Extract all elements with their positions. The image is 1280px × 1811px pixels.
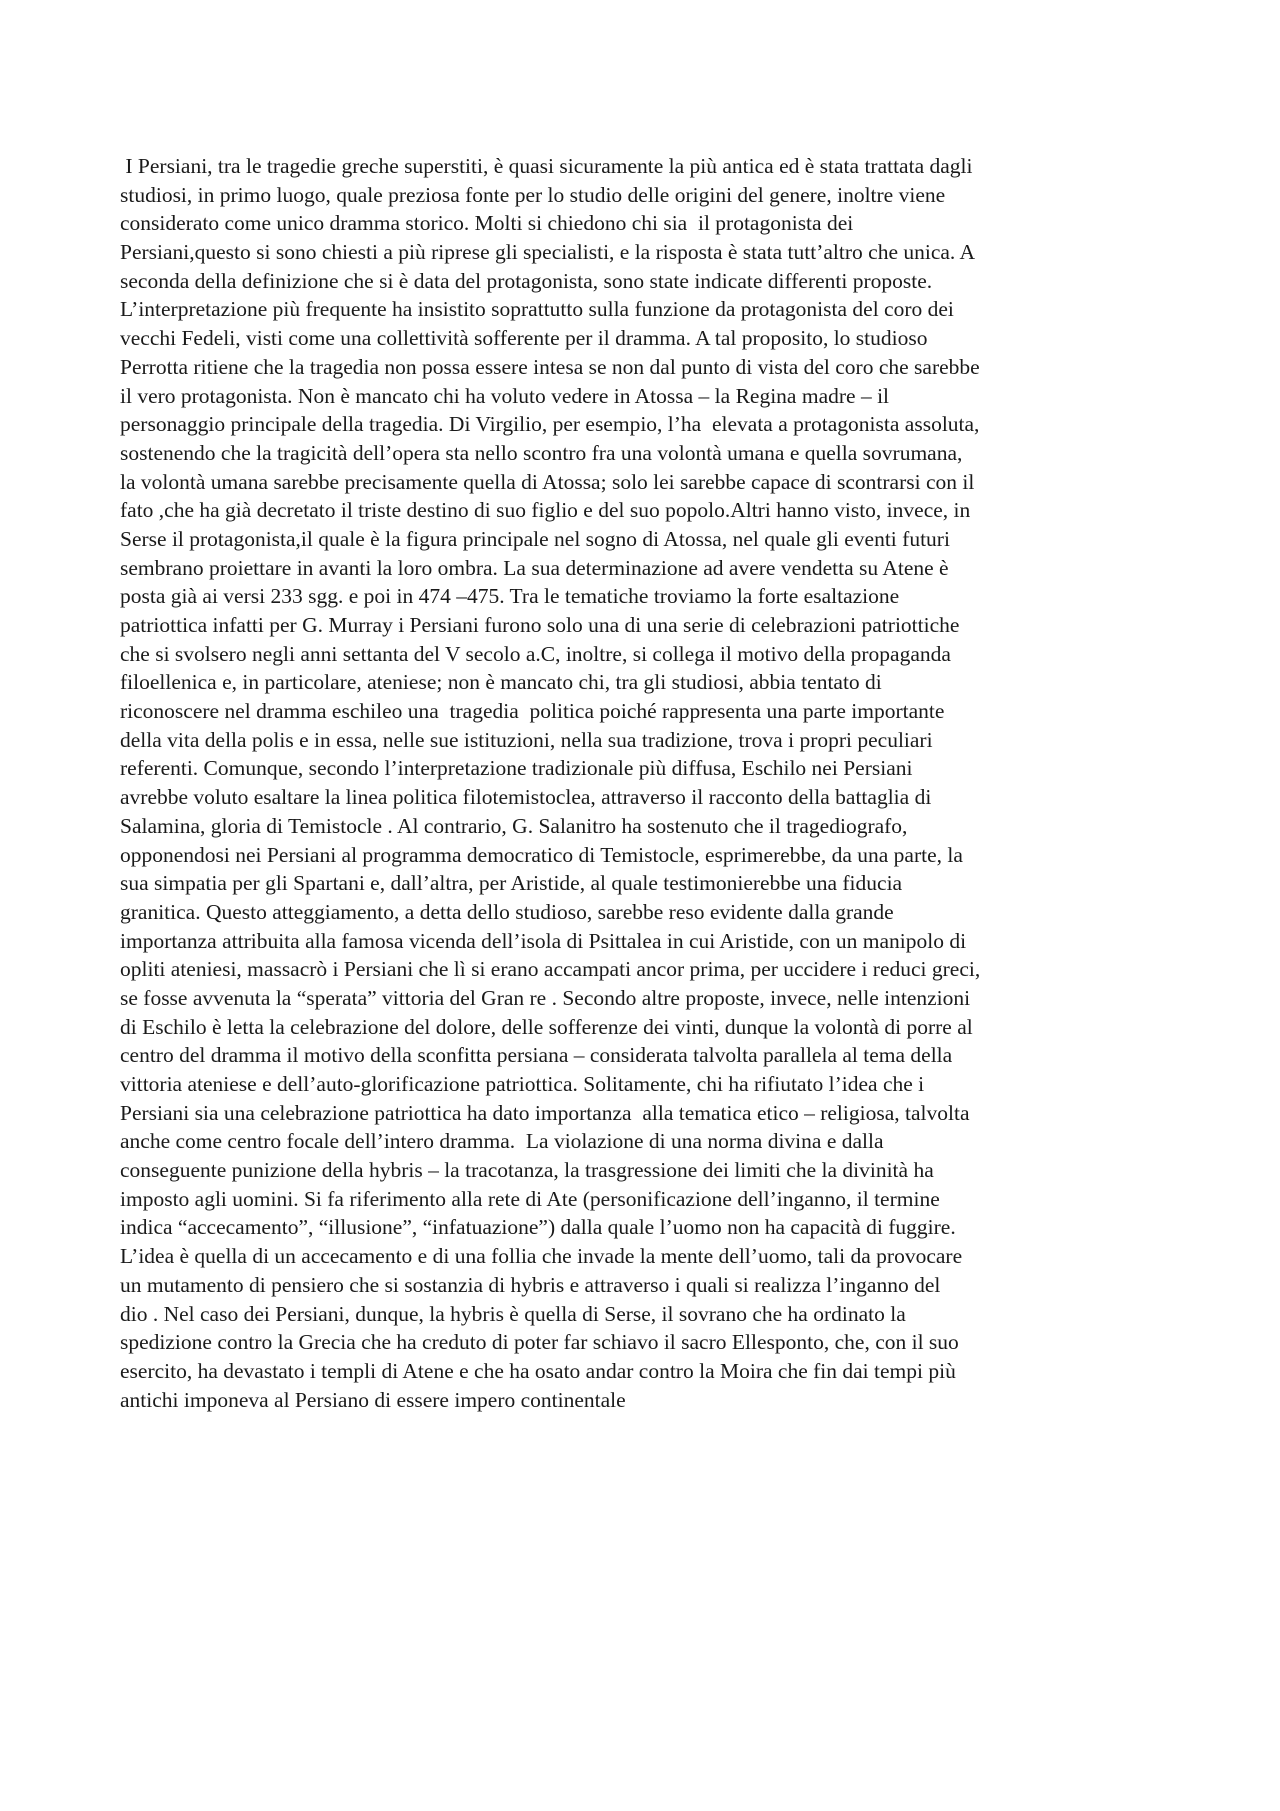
text-line: Persiani,questo si sono chiesti a più riprese gli specialisti, e la risposta è stata tutt’altro che unica. A (120, 240, 976, 265)
text-line: importanza attribuita alla famosa vicenda dell’isola di Psittalea in cui Aristide, con un manipolo di (120, 928, 967, 953)
text-line: personaggio principale della tragedia. Di Virgilio, per esempio, l’ha elevata a protagonista assoluta, (120, 412, 980, 437)
body-paragraph (120, 152, 1180, 1414)
text-line: filoellenica e, in particolare, ateniese; non è mancato chi, tra gli studiosi, abbia tentato di (120, 670, 882, 695)
text-line: opliti ateniesi, massacrò i Persiani che lì si erano accampati ancor prima, per uccidere i reduci greci, (120, 957, 981, 982)
text-line: studiosi, in primo luogo, quale preziosa fonte per lo studio delle origini del genere, inoltre viene (120, 182, 946, 207)
text-line: anche come centro focale dell’intero dramma. La violazione di una norma divina e dalla (120, 1129, 884, 1154)
text-line: sua simpatia per gli Spartani e, dall’altra, per Aristide, al quale testimonierebbe una fiducia (120, 871, 903, 896)
text-line: sostenendo che la tragicità dell’opera sta nello scontro fra una volontà umana e quella sovrumana, (120, 440, 963, 465)
text-line: considerato come unico dramma storico. Molti si chiedono chi sia il protagonista dei (120, 211, 854, 236)
text-line: fato ,che ha già decretato il triste destino di suo figlio e del suo popolo.Altri hanno visto, invece, in (120, 498, 971, 523)
text-line: il vero protagonista. Non è mancato chi ha voluto vedere in Atossa – la Regina madre – il (120, 383, 890, 408)
text-line: un mutamento di pensiero che si sostanzia di hybris e attraverso i quali si realizza l’inganno del (120, 1272, 941, 1297)
text-line: patriottica infatti per G. Murray i Persiani furono solo una di una serie di celebrazioni patriottiche (120, 613, 960, 637)
text-line: seconda della definizione che si è data del protagonista, sono state indicate differenti proposte. (120, 268, 933, 293)
text-line: indica “accecamento”, “illusione”, “infatuazione”) dalla quale l’uomo non ha capacità di fuggire. (120, 1215, 956, 1240)
text-line: referenti. Comunque, secondo l’interpretazione tradizionale più diffusa, Eschilo nei Persiani (120, 756, 913, 781)
text-line: conseguente punizione della hybris – la tracotanza, la trasgressione dei limiti che la divinità ha (120, 1158, 934, 1183)
text-line: dio . Nel caso dei Persiani, dunque, la hybris è quella di Serse, il sovrano che ha ordinato la (120, 1301, 906, 1326)
text-line: Perrotta ritiene che la tragedia non possa essere intesa se non dal punto di vista del coro che sarebbe (120, 354, 980, 379)
text-line: Persiani sia una celebrazione patriottica ha dato importanza alla tematica etico – religiosa, talvolta (120, 1100, 970, 1125)
text-line: granitica. Questo atteggiamento, a detta dello studioso, sarebbe reso evidente dalla grande (120, 899, 894, 924)
text-line: centro del dramma il motivo della sconfitta persiana – considerata talvolta parallela al tema della (120, 1043, 953, 1068)
text-line: di Eschilo è letta la celebrazione del dolore, delle sofferenze dei vinti, dunque la volontà di porre al (120, 1014, 973, 1039)
text-line: L’interpretazione più frequente ha insistito soprattutto sulla funzione da protagonista del coro dei (120, 297, 954, 322)
text-line: la volontà umana sarebbe precisamente quella di Atossa; solo lei sarebbe capace di scontrarsi con il (120, 469, 975, 494)
text-line: imposto agli uomini. Si fa riferimento alla rete di Ate (personificazione dell’inganno, il termine (120, 1186, 940, 1211)
text-line: antichi imponeva al Persiano di essere impero continentale (120, 1387, 626, 1412)
text-line: opponendosi nei Persiani al programma democratico di Temistocle, esprimerebbe, da una parte, la (120, 842, 963, 867)
text-line: vittoria ateniese e dell’auto-glorificazione patriottica. Solitamente, chi ha rifiutato l’idea che i (120, 1072, 925, 1096)
text-line: riconoscere nel dramma eschileo una tragedia politica poiché rappresenta una parte importante (120, 699, 945, 724)
text-line: avrebbe voluto esaltare la linea politica filotemistoclea, attraverso il racconto della battaglia di (120, 785, 932, 810)
text-line: sembrano proiettare in avanti la loro ombra. La sua determinazione ad avere vendetta su Atene è (120, 555, 949, 580)
text-line: se fosse avvenuta la “sperata” vittoria del Gran re . Secondo altre proposte, invece, nelle intenzioni (120, 985, 971, 1010)
text-line: della vita della polis e in essa, nelle sue istituzioni, nella sua tradizione, trova i propri peculiari (120, 727, 933, 752)
text-line: posta già ai versi 233 sgg. e poi in 474 –475. Tra le tematiche troviamo la forte esaltazione (120, 584, 900, 609)
text-line: esercito, ha devastato i templi di Atene e che ha osato andar contro la Moira che fin dai tempi più (120, 1358, 956, 1383)
text-line: L’idea è quella di un accecamento e di una follia che invade la mente dell’uomo, tali da provocare (120, 1244, 963, 1269)
text-line: I Persiani, tra le tragedie greche superstiti, è quasi sicuramente la più antica ed è stata trattata dagli (120, 154, 973, 178)
text-line: spedizione contro la Grecia che ha creduto di poter far schiavo il sacro Ellesponto, che, con il suo (120, 1330, 959, 1355)
text-line: Salamina, gloria di Temistocle . Al contrario, G. Salanitro ha sostenuto che il tragediografo, (120, 813, 908, 838)
text-line: Serse il protagonista,il quale è la figura principale nel sogno di Atossa, nel quale gli eventi futuri (120, 526, 950, 551)
text-line: che si svolsero negli anni settanta del V secolo a.C, inoltre, si collega il motivo della propaganda (120, 641, 951, 666)
text-line: vecchi Fedeli, visti come una collettività sofferente per il dramma. A tal proposito, lo studioso (120, 326, 928, 351)
